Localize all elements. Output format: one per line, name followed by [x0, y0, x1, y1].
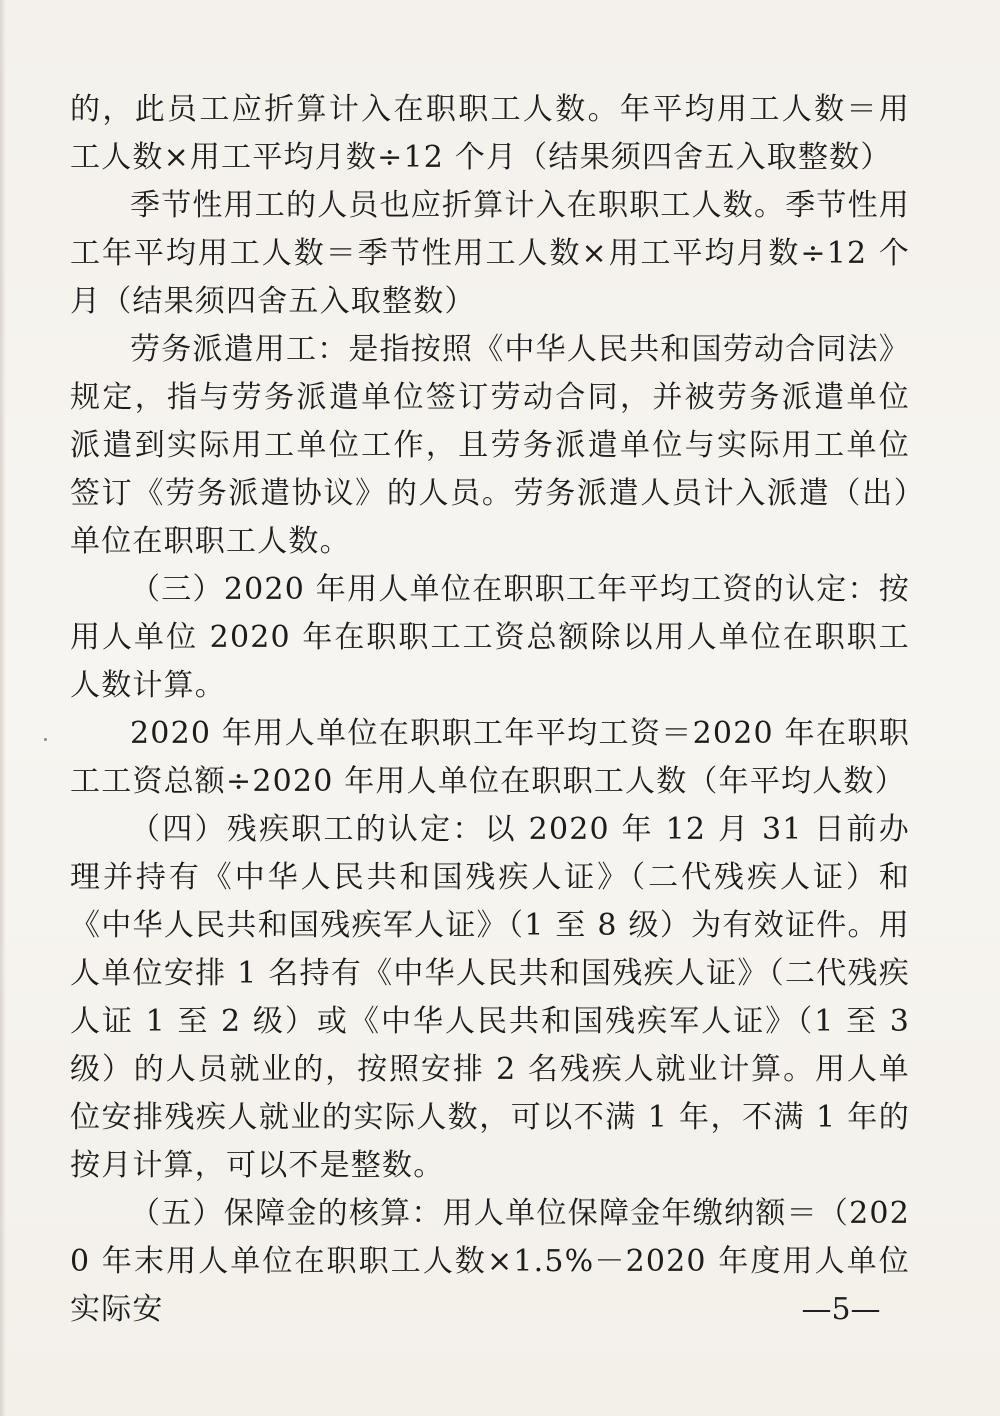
- paragraph-labor-dispatch: 劳务派遣用工：是指按照《中华人民共和国劳动合同法》规定，指与劳务派遣单位签订劳动合同，并被劳务派遣单位派遣到实际用工单位工作，且劳务派遣单位与实际用工单位签订《劳务派遣协议》的人员。劳务派遣人员计入派遣（出）单位在职职工人数。: [70, 332, 910, 559]
- page-number: —5—: [801, 1292, 881, 1327]
- paragraph-average-wage-formula: 2020 年用人单位在职职工年平均工资＝2020 年在职职工工资总额÷2020 年用人单位在职职工人数（年平均人数）: [70, 716, 910, 799]
- page-edge-shadow: [0, 0, 6, 1416]
- paragraph-security-fund-calculation: （五）保障金的核算：用人单位保障金年缴纳额＝（2020 年末用人单位在职职工人数×1.5%－2020 年度用人单位实际安: [70, 1196, 910, 1327]
- paragraph-seasonal-employment: 季节性用工的人员也应折算计入在职职工人数。季节性用工年平均用工人数＝季节性用工人数×用工平均月数÷12 个月（结果须四舍五入取整数）: [70, 188, 910, 319]
- scan-speck: [44, 738, 47, 741]
- paragraph-average-wage-definition: （三）2020 年用人单位在职职工年平均工资的认定：按用人单位 2020 年在职职工工资总额除以用人单位在职职工人数计算。: [70, 572, 910, 703]
- paragraph-disabled-employee-definition: （四）残疾职工的认定：以 2020 年 12 月 31 日前办理并持有《中华人民共和国残疾人证》（二代残疾人证）和《中华人民共和国残疾军人证》（1 至 8 级）为有效证件。用人单位安排 1 名持有《中华人民共和国残疾人证》（二代残疾人证 1 至 2 级）或《中华人民共和国残疾军人证》（1 至 3 级）的人员就业的，按照安排 2 名残疾人就业计算。用人单位安排残疾人就业的实际人数，可以不满 1 年，不满 1 年的按月计算，可以不是整数。: [70, 812, 910, 1183]
- paragraph-employee-conversion: 的，此员工应折算计入在职职工人数。年平均用工人数＝用工人数×用工平均月数÷12 个月（结果须四舍五入取整数）: [70, 92, 910, 175]
- document-body: [70, 86, 910, 1334]
